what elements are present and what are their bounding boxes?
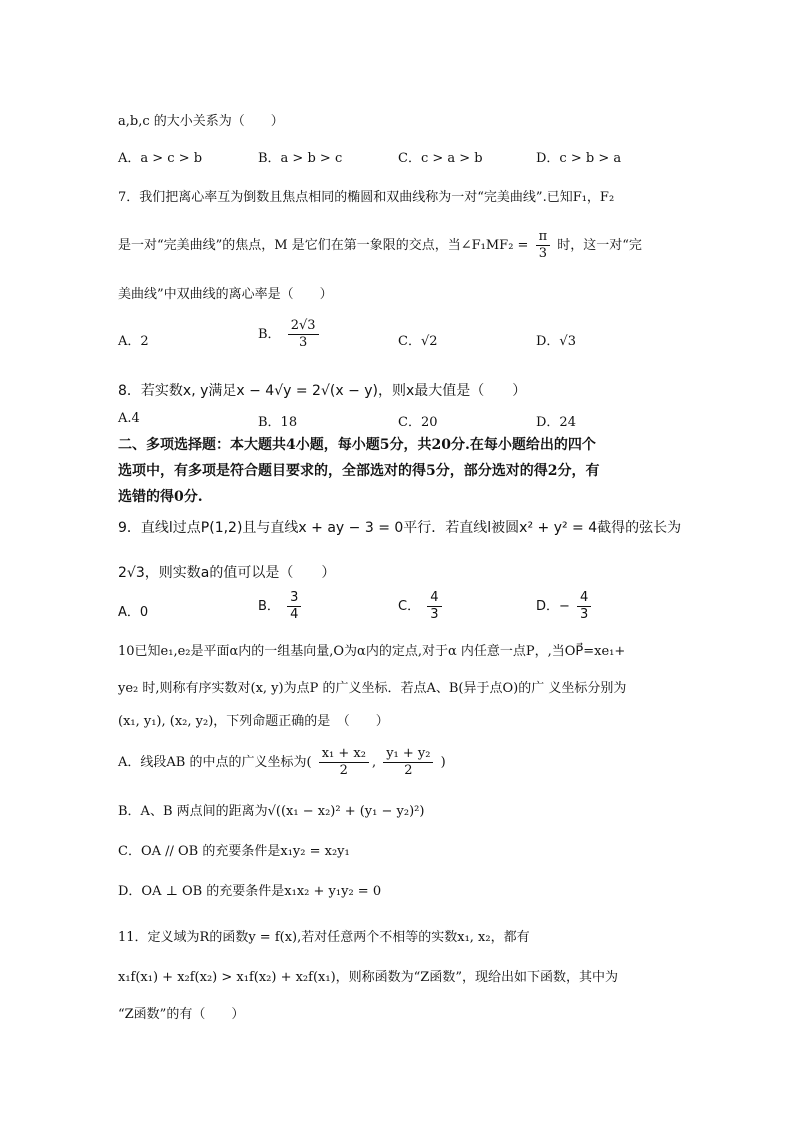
question-8: 8．若实数x, y满足x − 4√y = 2√(x − y)，则x最大值是（ ） bbox=[118, 383, 527, 399]
q8-option-b: B．18 bbox=[258, 415, 298, 430]
question-11-line-2: x₁f(x₁) + x₂f(x₂) > x₁f(x₂) + x₂f(x₁)，则称函数为“Z函数”，现给出如下函数，其中为 bbox=[118, 970, 618, 985]
q9-option-c-numerator: 4 bbox=[427, 590, 441, 607]
q10-option-b: B．A、B 两点间的距离为√((x₁ − x₂)² + (y₁ − y₂)²) bbox=[118, 804, 425, 819]
q10-option-a-x-numerator: x₁ + x₂ bbox=[319, 746, 369, 763]
q6-option-a: A．a > c > b bbox=[118, 151, 203, 166]
q7-option-b-label: B． bbox=[258, 327, 281, 342]
question-6-stem-tail: a,b,c 的大小关系为（ ） bbox=[118, 114, 284, 129]
q9-option-c-label: C． bbox=[398, 599, 421, 614]
q9-option-c bbox=[398, 590, 445, 623]
q9-option-d-numerator: 4 bbox=[577, 590, 591, 607]
q10-option-a-fraction-y bbox=[383, 746, 433, 779]
q10-option-a: A．线段AB 的中点的广义坐标为( $\frac{\text{x₁ + x₂}}{2}$ , $\frac{\text{y₁ + y₂}}{2}$ ) bbox=[118, 746, 446, 778]
q9-option-d-label: D．− bbox=[536, 599, 570, 614]
q9-option-b-denominator: 4 bbox=[290, 607, 299, 622]
q7-option-c: C．√2 bbox=[398, 334, 438, 349]
q9-option-d-denominator: 3 bbox=[580, 607, 589, 622]
q10-option-a-y-denominator: 2 bbox=[404, 763, 413, 778]
question-7-line-2 bbox=[118, 229, 642, 262]
q7-option-b-numerator: 2√3 bbox=[288, 318, 319, 335]
q6-option-d: D．c > b > a bbox=[536, 151, 622, 166]
q7-text-before-fraction: 是一对“完美曲线”的焦点，M 是它们在第一象限的交点，当∠F₁MF₂ = bbox=[118, 238, 529, 253]
q8-option-a: A.4 bbox=[118, 411, 140, 426]
q7-option-b bbox=[258, 318, 322, 351]
q10-option-a-close-paren: ) bbox=[440, 755, 446, 770]
section-2-heading-line-1: 二、多项选择题：本大题共4小题，每小题5分，共20分.在每小题给出的四个 bbox=[118, 437, 596, 453]
q7-angle-fraction bbox=[536, 229, 551, 262]
question-10-line-2: ye₂ 时,则称有序实数对(x, y)为点P 的广义坐标．若点A、B(异于点O)的广 义坐标分别为 bbox=[118, 681, 627, 696]
section-2-heading-line-2: 选项中，有多项是符合题目要求的，全部选对的得5分，部分选对的得2分，有 bbox=[118, 463, 600, 479]
q9-option-b bbox=[258, 590, 304, 623]
q7-option-a: A．2 bbox=[118, 334, 149, 349]
q7-option-d: D．√3 bbox=[536, 334, 576, 349]
q10-option-a-y-numerator: y₁ + y₂ bbox=[383, 746, 433, 763]
section-2-heading-line-3: 选错的得0分. bbox=[118, 489, 203, 505]
q9-option-c-denominator: 3 bbox=[430, 607, 439, 622]
q6-option-b: B．a > b > c bbox=[258, 151, 343, 166]
q7-fraction-denominator: 3 bbox=[538, 246, 547, 261]
q9-option-a: A．0 bbox=[118, 605, 149, 620]
q7-fraction-numerator: π bbox=[536, 229, 551, 246]
q7-text-after-fraction: 时，这一对“完 bbox=[557, 238, 642, 253]
q9-option-d-fraction bbox=[577, 590, 591, 623]
q10-option-a-text: A．线段AB 的中点的广义坐标为( bbox=[118, 755, 312, 770]
q8-option-c: C．20 bbox=[398, 415, 438, 430]
q9-option-d bbox=[536, 590, 594, 623]
q10-option-a-fraction-x bbox=[319, 746, 369, 779]
question-10-line-1: 10已知e₁,e₂是平面α内的一组基向量,O为α内的定点,对于α 内任意一点P，,当OP⃗=xe₁+ bbox=[118, 644, 626, 659]
question-9-line-1: 9．直线l过点P(1,2)且与直线x + ay − 3 = 0平行．若直线l被圆x² + y² = 4截得的弦长为 bbox=[118, 520, 682, 536]
q8-option-d: D．24 bbox=[536, 415, 576, 430]
question-9-line-2: 2√3，则实数a的值可以是（ ） bbox=[118, 565, 336, 581]
q10-option-a-x-denominator: 2 bbox=[339, 763, 348, 778]
question-11-line-1: 11．定义域为R的函数y = f(x),若对任意两个不相等的实数x₁, x₂，都有 bbox=[118, 930, 530, 945]
q7-option-b-denominator: 3 bbox=[298, 335, 308, 350]
q9-option-c-fraction bbox=[427, 590, 441, 623]
question-7-line-3: 美曲线”中双曲线的离心率是（ ） bbox=[118, 287, 333, 302]
q6-option-c: C．c > a > b bbox=[398, 151, 483, 166]
q10-option-c: C．OA // OB 的充要条件是x₁y₂ = x₂y₁ bbox=[118, 844, 350, 859]
question-7-line-1: 7．我们把离心率互为倒数且焦点相同的椭圆和双曲线称为一对“完美曲线”.已知F₁，F₂ bbox=[118, 190, 615, 205]
question-10-line-3: (x₁, y₁), (x₂, y₂)，下列命题正确的是 （ ） bbox=[118, 714, 389, 729]
q9-option-b-fraction bbox=[287, 590, 301, 623]
q7-option-b-fraction bbox=[288, 318, 319, 351]
q9-option-b-numerator: 3 bbox=[287, 590, 301, 607]
q10-option-d: D．OA ⊥ OB 的充要条件是x₁x₂ + y₁y₂ = 0 bbox=[118, 884, 382, 899]
q9-option-b-label: B． bbox=[258, 599, 280, 614]
question-11-line-3: “Z函数”的有（ ） bbox=[118, 1007, 245, 1022]
